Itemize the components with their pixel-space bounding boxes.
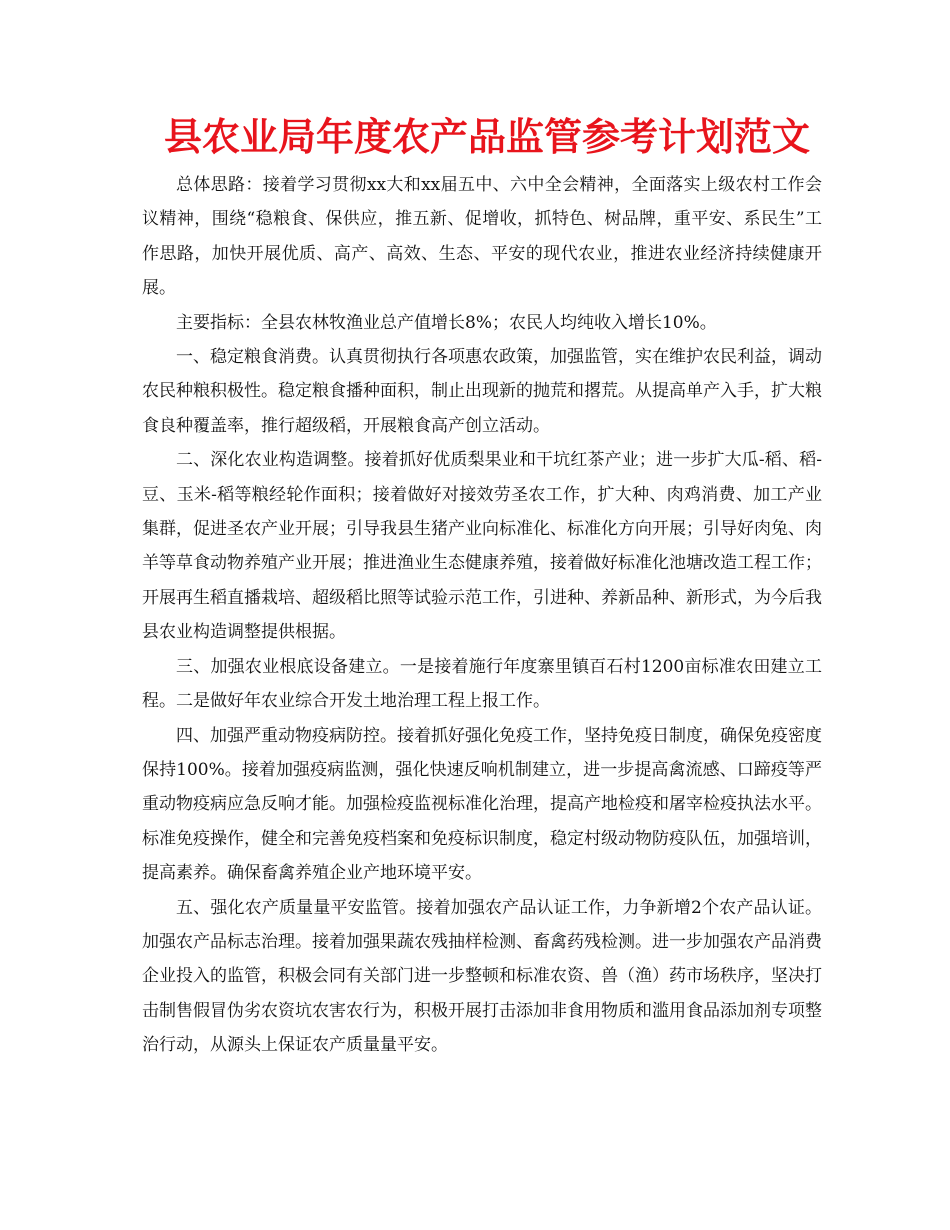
paragraph-main-indicators: 主要指标：全县农林牧渔业总产值增长8%；农民人均纯收入增长10%。 [176, 312, 717, 333]
paragraph-section-1: 一、稳定粮食消费。认真贯彻执行各项惠农政策，加强监管，实在维护农民利益，调动农民种粮积极性。稳定粮食播种面积，制止出现新的抛荒和撂荒。从提高单产入手，扩大粮食良种覆盖率，推行超级稻，开展粮食高产创立活动。 [142, 347, 822, 436]
paragraph-section-4: 四、加强严重动物疫病防控。接着抓好强化免疫工作，坚持免疫日制度，确保免疫密度保持100%。接着加强疫病监测，强化快速反响机制建立，进一步提高禽流感、口蹄疫等严重动物疫病应急反响才能。加强检疫监视标准化治理，提高产地检疫和屠宰检疫执法水平。标准免疫操作，健全和完善免疫档案和免疫标识制度，稳定村级动物防疫队伍，加强培训，提高素养。确保畜禽养殖企业产地环境平安。 [142, 725, 822, 884]
document-body [142, 168, 822, 1063]
paragraph-section-2: 二、深化农业构造调整。接着抓好优质梨果业和干坑红茶产业；进一步扩大瓜-稻、稻-豆、玉米-稻等粮经轮作面积；接着做好对接效劳圣农工作，扩大种、肉鸡消费、加工产业集群，促进圣农产业开展；引导我县生猪产业向标准化、标准化方向开展；引导好肉兔、肉羊等草食动物养殖产业开展；推进渔业生态健康养殖，接着做好标准化池塘改造工程工作；开展再生稻直播栽培、超级稻比照等试验示范工作，引进种、养新品种、新形式，为今后我县农业构造调整提供根据。 [142, 450, 822, 643]
paragraph-section-5: 五、强化农产质量量平安监管。接着加强农产品认证工作，力争新增2个农产品认证。加强农产品标志治理。接着加强果蔬农残抽样检测、畜禽药残检测。进一步加强农产品消费企业投入的监管，积极会同有关部门进一步整顿和标准农资、兽（渔）药市场秩序，坚决打击制售假冒伪劣农资坑农害农行为，积极开展打击添加非食用物质和滥用食品添加剂专项整治行动，从源头上保证农产质量量平安。 [142, 897, 822, 1056]
paragraph-section-3: 三、加强农业根底设备建立。一是接着施行年度寨里镇百石村1200亩标准农田建立工程。二是做好年农业综合开发土地治理工程上报工作。 [142, 656, 822, 712]
paragraph-overall-approach: 总体思路：接着学习贯彻xx大和xx届五中、六中全会精神，全面落实上级农村工作会议精神，围绕“稳粮食、保供应，推五新、促增收，抓特色、树品牌，重平安、系民生”工作思路，加快开展优质、高产、高效、生态、平安的现代农业，推进农业经济持续健康开展。 [142, 175, 822, 299]
document-title: 县农业局年度农产品监管参考计划范文 [163, 115, 810, 159]
